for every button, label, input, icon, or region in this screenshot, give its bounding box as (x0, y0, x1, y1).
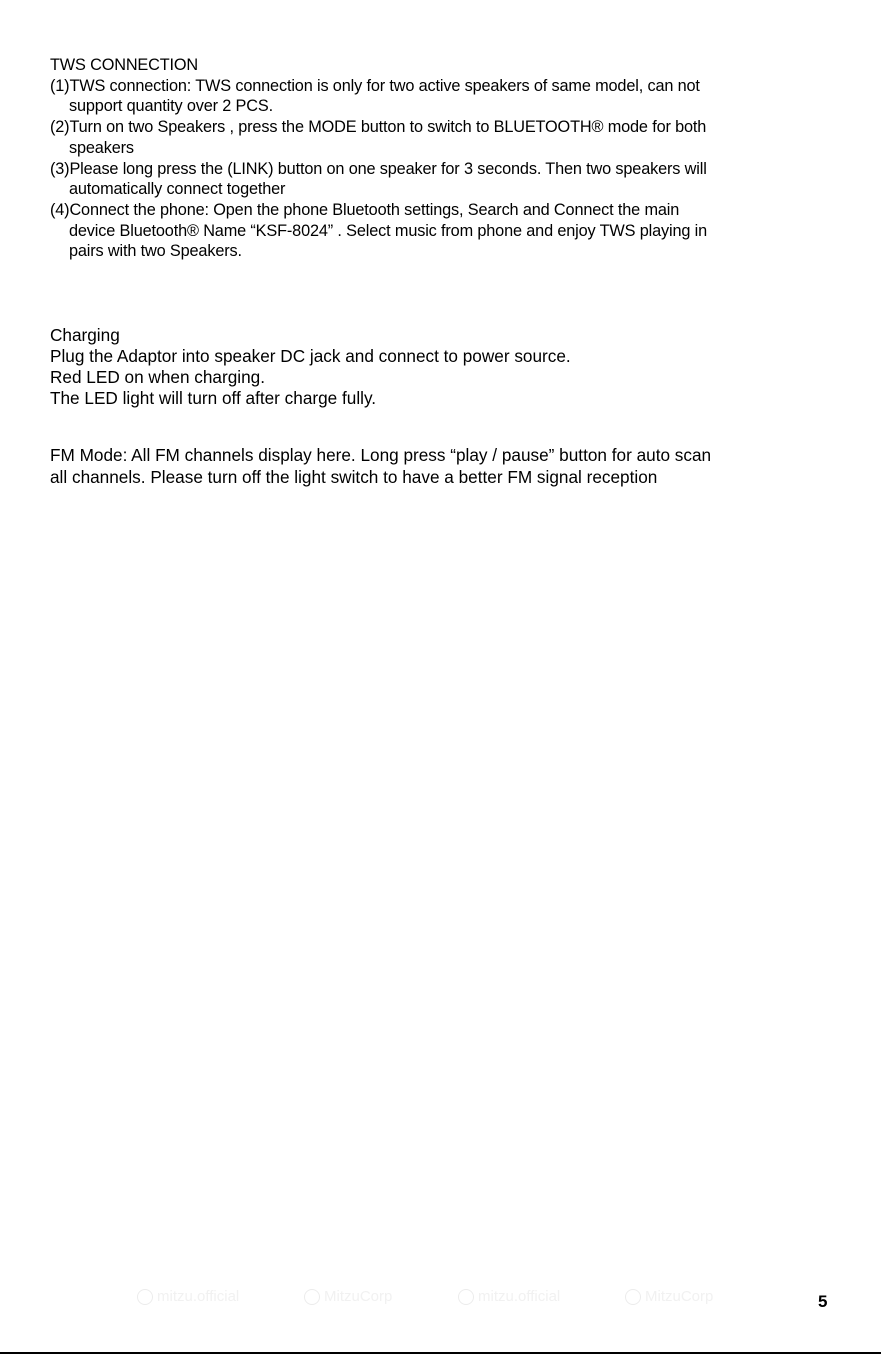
item-text: Please long press the (LINK) button on one speaker for 3 seconds. Then two speakers will (69, 159, 707, 178)
item-text: TWS connection: TWS connection is only for two active speakers of same model, can not (69, 76, 700, 95)
watermark (304, 1288, 392, 1305)
watermark (625, 1288, 713, 1305)
tws-connection-section (50, 55, 850, 262)
charging-line: Red LED on when charging. (50, 367, 265, 387)
item-text-continued: speakers (69, 138, 134, 157)
list-item (50, 117, 850, 138)
item-text-continued: support quantity over 2 PCS. (69, 97, 273, 116)
item-text-continued: automatically connect together (69, 180, 286, 199)
item-number: (4) (50, 200, 70, 219)
youtube-icon (304, 1289, 320, 1305)
charging-section (50, 325, 850, 409)
item-text: Turn on two Speakers , press the MODE button to switch to BLUETOOTH® mode for both (69, 118, 707, 137)
list-item (50, 200, 850, 221)
list-item (50, 159, 850, 180)
fm-line: all channels. Please turn off the light switch to have a better FM signal reception (50, 466, 658, 487)
tws-heading: TWS CONNECTION (50, 56, 199, 74)
watermark-text: mitzu.official (478, 1288, 561, 1305)
fm-line: FM Mode: All FM channels display here. Long press “play / pause” button for auto scan (50, 445, 712, 465)
watermark (137, 1288, 239, 1305)
item-text-continued: device Bluetooth® Name “KSF-8024” . Select music from phone and enjoy TWS playing in (69, 221, 707, 240)
watermark-text: MitzuCorp (324, 1288, 393, 1305)
watermark-text: mitzu.official (157, 1288, 240, 1305)
charging-line: The LED light will turn off after charge fully. (50, 388, 377, 408)
page-number: 5 (818, 1292, 828, 1311)
watermark-text: MitzuCorp (645, 1288, 714, 1305)
item-number: (2) (50, 118, 70, 137)
item-number: (3) (50, 159, 70, 178)
item-text-continued: pairs with two Speakers. (69, 242, 242, 261)
list-item (50, 76, 850, 97)
tiktok-icon (458, 1289, 474, 1305)
facebook-icon (625, 1289, 641, 1305)
fm-mode-section (50, 445, 840, 488)
instagram-icon (137, 1289, 153, 1305)
charging-heading: Charging (50, 325, 120, 345)
watermark (458, 1288, 560, 1305)
item-text: Connect the phone: Open the phone Bluetooth settings, Search and Connect the main (69, 200, 680, 219)
item-number: (1) (50, 76, 70, 95)
watermark-strip (0, 1288, 881, 1310)
charging-line: Plug the Adaptor into speaker DC jack and connect to power source. (50, 346, 571, 366)
